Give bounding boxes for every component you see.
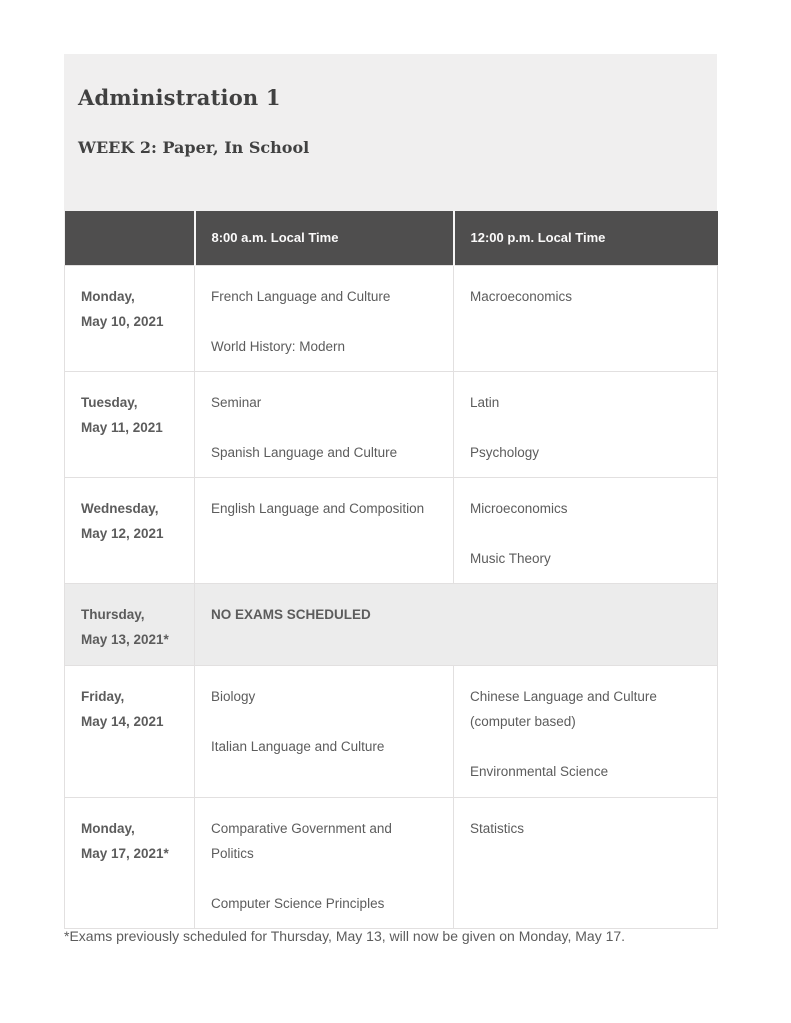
table-row-thursday-may13-no-exams [65,583,718,665]
date-day: Thursday, [81,606,145,622]
pm-cell [454,371,718,477]
date-day: Wednesday, [81,500,159,516]
date-value: May 13, 2021* [81,631,169,647]
exam-subject: Macroeconomics [470,288,573,304]
date-cell [65,583,195,665]
date-day: Monday, [81,820,135,836]
schedule-card [64,54,717,929]
exam-subject: Chinese Language and Culture (computer based) [470,688,657,729]
am-cell [195,665,454,797]
table-header-row [65,211,718,265]
exam-schedule-table [64,211,718,929]
date-day: Friday, [81,688,125,704]
date-day: Tuesday, [81,394,138,410]
date-cell [65,265,195,371]
table-row-wednesday-may12 [65,477,718,583]
exam-subject: Latin [470,394,500,410]
date-value: May 12, 2021 [81,525,164,541]
table-row-tuesday-may11 [65,371,718,477]
exam-subject: Italian Language and Culture [211,738,385,754]
am-cell [195,265,454,371]
exam-subject: Comparative Government and Politics [211,820,392,861]
column-header-8am: 8:00 a.m. Local Time [195,211,454,265]
pm-cell [454,477,718,583]
no-exams-cell: NO EXAMS SCHEDULED [195,583,718,665]
am-cell [195,477,454,583]
exam-subject: Computer Science Principles [211,895,385,911]
exam-subject: English Language and Composition [211,500,425,516]
pm-cell [454,265,718,371]
date-value: May 10, 2021 [81,313,164,329]
exam-subject: Microeconomics [470,500,568,516]
date-value: May 11, 2021 [81,419,163,435]
column-header-12pm: 12:00 p.m. Local Time [454,211,718,265]
exam-subject: Psychology [470,444,540,460]
exam-subject: Music Theory [470,550,551,566]
exam-subject: Biology [211,688,256,704]
pm-cell [454,797,718,928]
table-row-monday-may10 [65,265,718,371]
am-cell [195,371,454,477]
week-subtitle: WEEK 2: Paper, In School [78,138,310,157]
card-header [64,54,717,211]
am-cell [195,797,454,928]
table-row-monday-may17 [65,797,718,928]
date-cell [65,665,195,797]
exam-subject: Environmental Science [470,763,609,779]
date-cell [65,797,195,928]
date-value: May 14, 2021 [81,713,164,729]
page-title: Administration 1 [78,85,281,110]
footnote: *Exams previously scheduled for Thursday, May 13, will now be given on Monday, May 17. [64,928,626,944]
exam-subject: French Language and Culture [211,288,391,304]
date-cell [65,371,195,477]
date-value: May 17, 2021* [81,845,169,861]
exam-subject: Seminar [211,394,262,410]
column-header-empty [65,211,195,265]
pm-cell [454,665,718,797]
exam-subject: Statistics [470,820,525,836]
table-row-friday-may14 [65,665,718,797]
exam-subject: Spanish Language and Culture [211,444,398,460]
date-cell [65,477,195,583]
exam-subject: World History: Modern [211,338,346,354]
date-day: Monday, [81,288,135,304]
